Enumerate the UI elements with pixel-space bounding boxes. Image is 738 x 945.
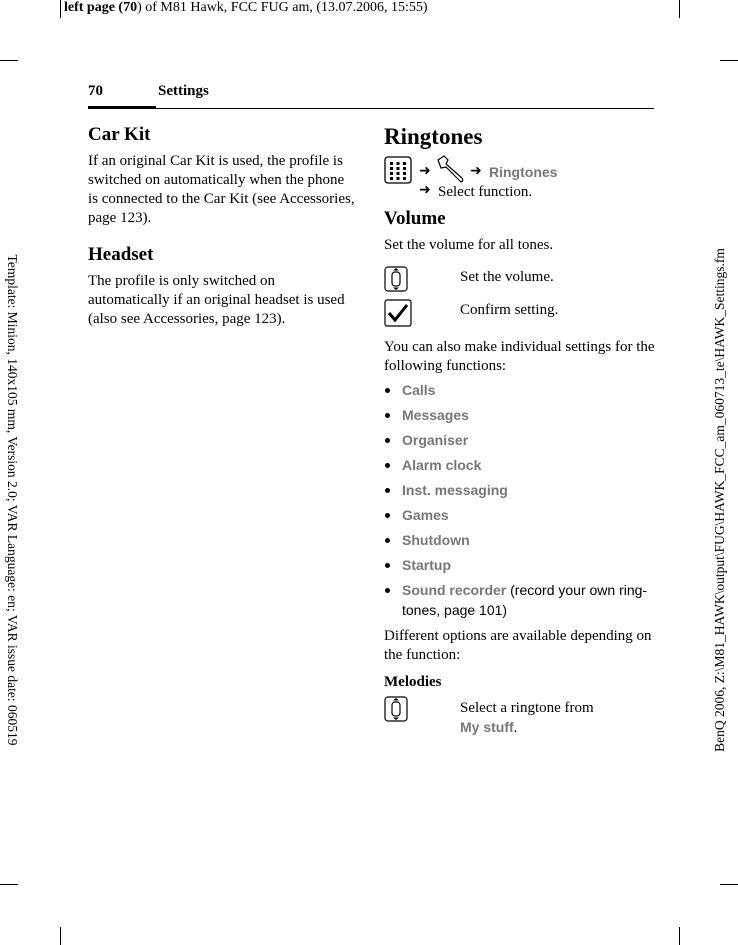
navigation-key-icon bbox=[384, 266, 408, 292]
menu-item-ringtones: Ringtones bbox=[489, 164, 558, 180]
melodies-heading: Melodies bbox=[384, 674, 442, 690]
arrow-icon: ➜ bbox=[419, 183, 431, 198]
list-item: Alarm clock bbox=[384, 453, 656, 478]
select-function-text: Select function. bbox=[438, 184, 533, 200]
crop-mark bbox=[0, 60, 18, 61]
right-column bbox=[384, 124, 656, 736]
set-volume-text: Set the volume. bbox=[460, 269, 554, 285]
crop-mark bbox=[60, 0, 61, 18]
wrench-icon bbox=[434, 154, 468, 184]
individual-settings-text: You can also make individual settings for the following functions: bbox=[384, 339, 655, 374]
volume-heading: Volume bbox=[384, 208, 446, 229]
list-item: Shutdown bbox=[384, 528, 656, 553]
my-stuff-label: My stuff bbox=[460, 719, 514, 735]
menu-grid-icon bbox=[384, 156, 412, 184]
volume-text: Set the volume for all tones. bbox=[384, 237, 554, 253]
list-item: Sound recorder (record your own ring- tones, page 101) bbox=[384, 578, 656, 621]
confirm-text: Confirm setting. bbox=[460, 302, 559, 318]
header-rule bbox=[156, 108, 654, 109]
list-item: Inst. messaging bbox=[384, 478, 656, 503]
headset-text: The profile is only switched on automatically if an original headset is used (also see Accessories, page 123). bbox=[88, 273, 345, 327]
headset-heading: Headset bbox=[88, 244, 154, 265]
crop-mark bbox=[720, 884, 738, 885]
set-volume-row bbox=[384, 266, 656, 299]
car-kit-heading: Car Kit bbox=[88, 124, 151, 145]
list-item: Organiser bbox=[384, 428, 656, 453]
function-list bbox=[384, 378, 656, 621]
confirm-row bbox=[384, 299, 656, 332]
header-rule-thick bbox=[88, 106, 156, 109]
list-item: Startup bbox=[384, 553, 656, 578]
crop-mark bbox=[0, 884, 18, 885]
arrow-icon: ➜ bbox=[419, 164, 431, 179]
ringtones-heading: Ringtones bbox=[384, 124, 483, 149]
navigation-key-icon bbox=[384, 696, 408, 722]
print-header: left page (70) of M81 Hawk, FCC FUG am, (13.07.2006, 15:55) bbox=[64, 0, 428, 15]
section-title: Settings bbox=[158, 83, 209, 99]
arrow-icon: ➜ bbox=[470, 164, 482, 179]
list-item: Calls bbox=[384, 378, 656, 403]
nav-path bbox=[384, 154, 656, 200]
list-item: Messages bbox=[384, 403, 656, 428]
page-number: 70 bbox=[88, 83, 103, 99]
crop-mark bbox=[679, 0, 680, 18]
options-text: Different options are available depending on the function: bbox=[384, 628, 652, 663]
list-item: Games bbox=[384, 503, 656, 528]
left-column bbox=[88, 124, 356, 329]
melodies-row bbox=[384, 696, 656, 736]
crop-mark bbox=[720, 60, 738, 61]
melodies-text: Select a ringtone from My stuff. bbox=[460, 700, 594, 736]
checkmark-key-icon bbox=[384, 299, 412, 327]
crop-mark bbox=[679, 927, 680, 945]
crop-mark bbox=[60, 927, 61, 945]
car-kit-text: If an original Car Kit is used, the profile is switched on automatically when the phone is connected to the Car Kit (see Accessories, page 123). bbox=[88, 153, 355, 226]
